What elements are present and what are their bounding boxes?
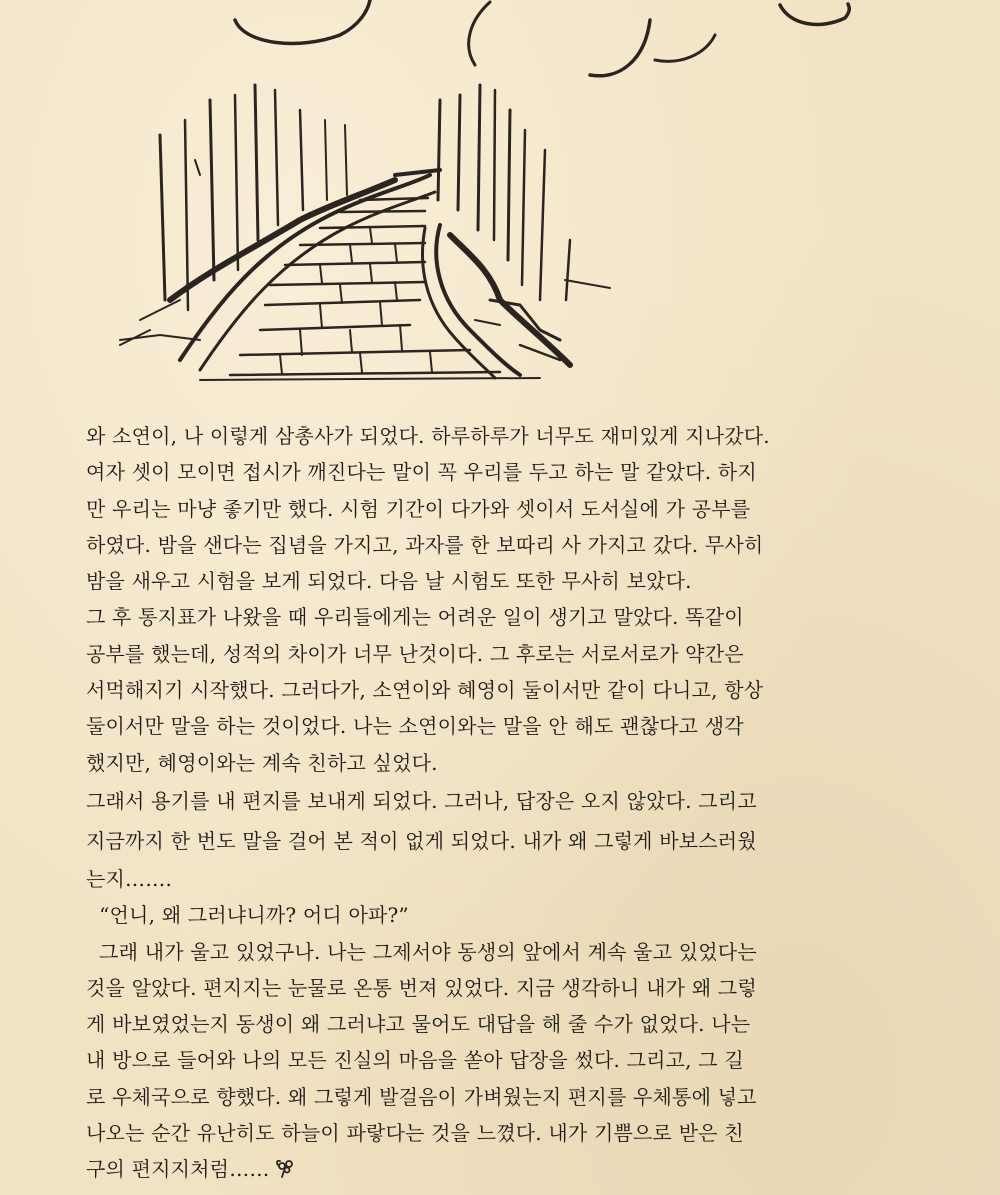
text-line: 게 바보였었는지 동생이 왜 그러냐고 물어도 대답을 해 줄 수가 없었다. 나는 (86, 1012, 751, 1037)
text-line: 구의 편지지처럼…… (86, 1157, 270, 1182)
text-line: 서먹해지기 시작했다. 그러다가, 소연이와 혜영이 둘이서만 같이 다니고, 항상 (86, 678, 764, 703)
stairway-sketch-illustration (0, 0, 1000, 400)
text-line: 것을 알았다. 편지지는 눈물로 온통 번져 있었다. 지금 생각하니 내가 왜 그렇 (86, 975, 757, 1000)
text-line: 로 우체국으로 향했다. 왜 그렇게 발걸음이 가벼웠는지 편지를 우체통에 넣고 (86, 1084, 757, 1109)
text-line: 나오는 순간 유난히도 하늘이 파랗다는 것을 느꼈다. 내가 기쁨으로 받은 친 (86, 1121, 744, 1146)
text-line: 하였다. 밤을 샌다는 집념을 가지고, 과자를 한 보따리 사 가지고 갔다. 무사히 (86, 532, 764, 557)
text-line: 밤을 새우고 시험을 보게 되었다. 다음 날 시험도 또한 무사히 보았다. (86, 569, 692, 594)
text-line: 내 방으로 들어와 나의 모든 진실의 마음을 쏟아 답장을 썼다. 그리고, 그 길 (86, 1048, 744, 1073)
text-line: 만 우리는 마냥 좋기만 했다. 시험 기간이 다가와 셋이서 도서실에 가 공부를 (86, 496, 751, 521)
text-line: 여자 셋이 모이면 접시가 깨진다는 말이 꼭 우리를 두고 하는 말 같았다. 하지 (86, 460, 757, 485)
text-line: 공부를 했는데, 성적의 차이가 너무 난것이다. 그 후로는 서로서로가 약간은 (86, 641, 744, 666)
text-line: 그 후 통지표가 나왔을 때 우리들에게는 어려운 일이 생기고 말았다. 똑같이 (86, 605, 744, 630)
text-line: 와 소연이, 나 이렇게 삼총사가 되었다. 하루하루가 너무도 재미있게 지나갔다. (86, 424, 770, 448)
flower-ornament-icon (274, 1154, 298, 1190)
story-text (86, 418, 946, 1188)
final-line (86, 1151, 946, 1187)
text-line: 그래 내가 울고 있었구나. 나는 그제서야 동생의 앞에서 계속 울고 있었다는 (86, 939, 757, 964)
text-line: 지금까지 한 번도 말을 걸어 본 적이 없게 되었다. 내가 왜 그렇게 바보스러웠 (86, 828, 757, 853)
text-line: 둘이서만 말을 하는 것이었다. 나는 소연이와는 말을 안 해도 괜찮다고 생각 (86, 714, 744, 739)
text-line: 그래서 용기를 내 편지를 보내게 되었다. 그러나, 답장은 오지 않았다. 그리고 (86, 788, 757, 813)
text-line: 는지……. (86, 866, 172, 891)
dialogue-line: “언니, 왜 그러냐니까? 어디 아파?” (86, 903, 409, 928)
text-line: 했지만, 혜영이와는 계속 친하고 싶었다. (86, 750, 438, 775)
